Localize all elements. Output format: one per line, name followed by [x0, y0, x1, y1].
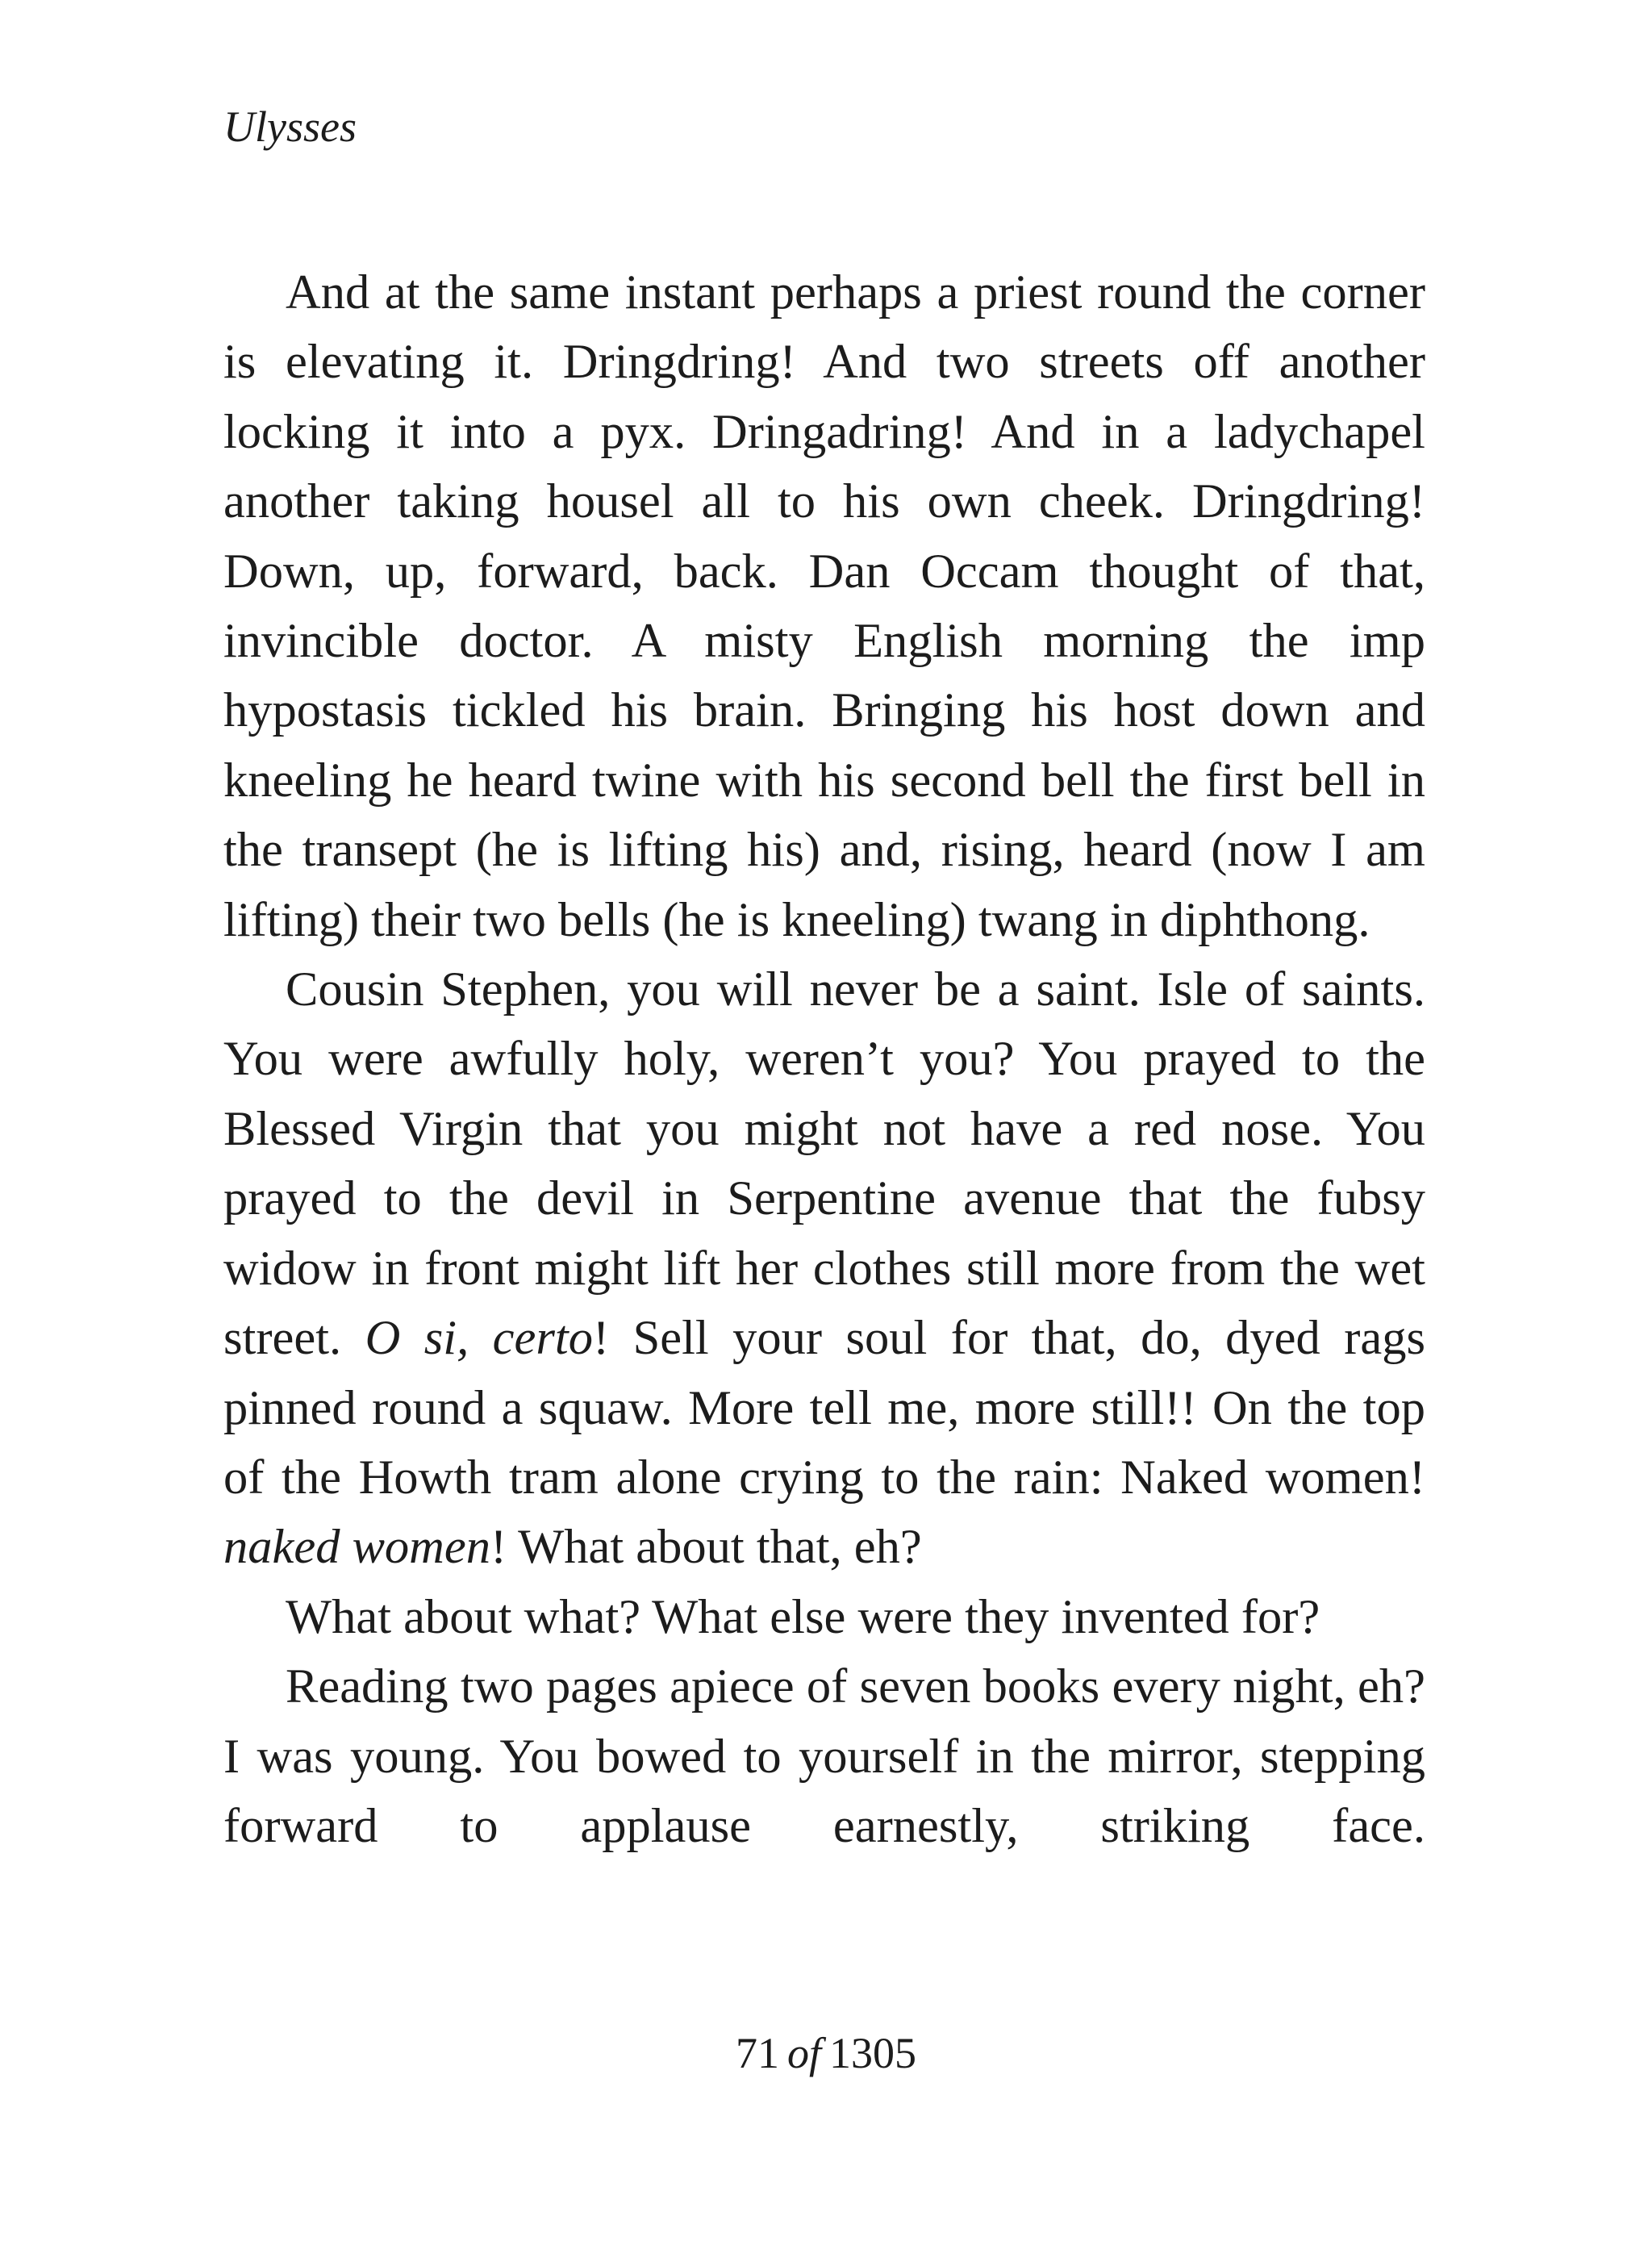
page-body: [223, 258, 1425, 1944]
running-header-title: Ulysses: [223, 102, 357, 151]
paragraph: And at the same instant perhaps a priest round the corner is elevating it. Dringdring! And two streets off another locking it into a pyx. Dringadring! And in a ladychapel another taking housel all to his own cheek. Dringdring! Down, up, forward, back. Dan Occam thought of that, invincible doctor. A misty English morning the imp hypostasis tickled his brain. Bringing his host down and kneeling he heard twine with his second bell the first bell in the transept (he is lifting his) and, rising, heard (now I am lifting) their two bells (he is kneeling) twang in diphthong.: [223, 265, 1425, 947]
paragraph-text: Cousin Stephen, you will never be a saint. Isle of saints. You were awfully holy, weren’t you? You prayed to the Blessed Virgin that you might not have a red nose. You prayed to the devil in Serpentine avenue that the fubsy widow in front might lift her clothes still more from the wet street.: [223, 962, 1425, 1366]
italic-phrase: O si, certo: [365, 1311, 593, 1366]
page-number-footer: [0, 2031, 1652, 2075]
paragraph-text: ! What about that, eh?: [490, 1520, 922, 1575]
total-page-count: 1305: [829, 2029, 916, 2077]
paragraph-text: ! Sell your soul for that, do, dyed rags pinned round a squaw. More tell me, more still!! On the top of the Howth tram alone crying to the rain: Naked women!: [223, 1311, 1425, 1505]
current-page-number: 71: [735, 2029, 779, 2077]
paragraph: Reading two pages apiece of seven books every night, eh? I was young. You bowed to yourself in the mirror, stepping forward to applause earnestly, striking face.: [223, 1659, 1425, 1853]
italic-phrase: naked women: [223, 1520, 490, 1575]
paragraph: [223, 955, 1425, 1583]
page-of-label: of: [786, 2029, 821, 2077]
paragraph: What about what? What else were they invented for?: [286, 1589, 1320, 1644]
